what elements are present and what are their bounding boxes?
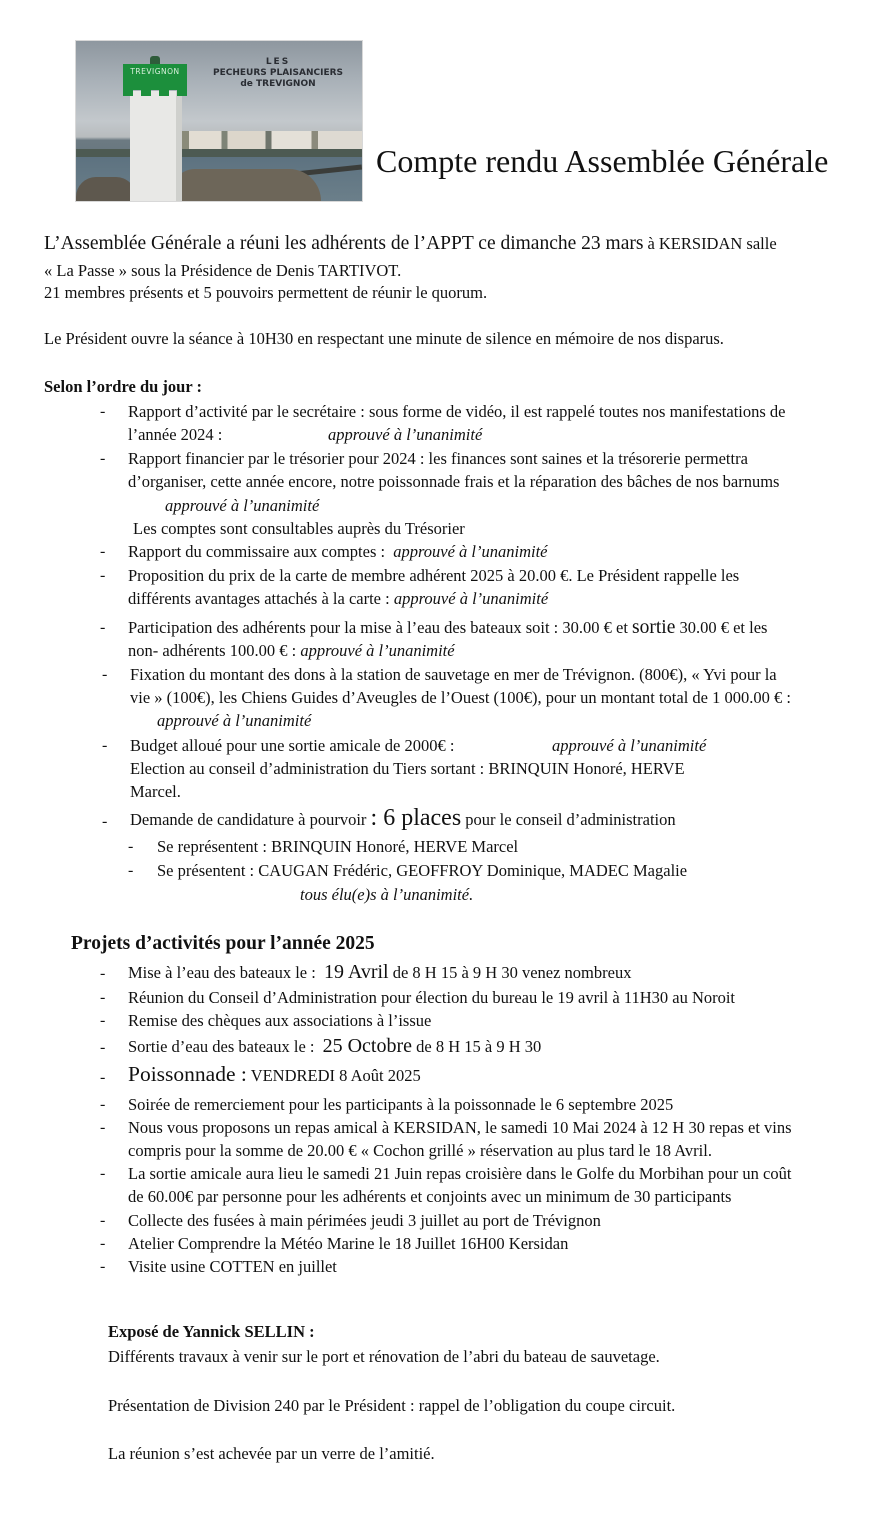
project-item-1-date: 19 Avril <box>323 961 389 983</box>
project-item-5 <box>128 1064 421 1086</box>
agenda-item-1-line-1: Rapport d’activité par le secrétaire : sous forme de vidéo, il est rappelé toutes nos manifestations de <box>128 402 786 421</box>
agenda-item-5-sortie: sortie <box>632 617 676 638</box>
agenda-item-6-line-1: Fixation du montant des dons à la station de sauvetage en mer de Trévignon. (800€), « Yvi pour la <box>130 665 777 684</box>
agenda-item-8-text-a: Demande de candidature à pourvoir <box>130 810 367 829</box>
bullet-dash: - <box>100 567 106 584</box>
project-item-11: Visite usine COTTEN en juillet <box>128 1257 337 1276</box>
bullet-dash: - <box>100 403 106 420</box>
sub-bullet-dash: - <box>128 862 134 879</box>
agenda-item-8-text-c: pour le conseil d’administration <box>465 810 676 829</box>
project-item-4-text-a: Sortie d’eau des bateaux le : <box>128 1037 315 1056</box>
expose-text: Différents travaux à venir sur le port et rénovation de l’abri du bateau de sauvetage. <box>108 1347 660 1366</box>
approval-status: approuvé à l’unanimité <box>300 641 455 660</box>
logo-line-3: de TREVIGNON <box>240 79 316 89</box>
bullet-dash: - <box>102 813 108 830</box>
approval-status: approuvé à l’unanimité <box>157 711 312 730</box>
approval-status: approuvé à l’unanimité <box>393 542 548 561</box>
lighthouse-crown <box>123 64 187 90</box>
project-item-1-text-c: de 8 H 15 à 9 H 30 venez nombreux <box>392 963 632 982</box>
agenda-item-2-line-1: Rapport financier par le trésorier pour 2024 : les finances sont saines et la trésorerie permettra <box>128 449 748 468</box>
bullet-dash: - <box>100 1212 106 1229</box>
sub-bullet-dash: - <box>128 838 134 855</box>
project-item-3: Remise des chèques aux associations à l’issue <box>128 1011 432 1030</box>
intro-line-3: 21 membres présents et 5 pouvoirs permettent de réunir le quorum. <box>44 283 488 302</box>
agenda-item-4-text: différents avantages attachés à la carte : <box>128 589 390 608</box>
expose-heading: Exposé de Yannick SELLIN : <box>108 1322 315 1341</box>
bullet-dash: - <box>100 1096 106 1113</box>
division-240-text: Présentation de Division 240 par le Président : rappel de l’obligation du coupe circuit. <box>108 1396 676 1415</box>
election-result: tous élu(e)s à l’unanimité. <box>300 885 474 904</box>
agenda-item-4-line-2 <box>128 589 548 609</box>
project-item-9: Collecte des fusées à main périmées jeudi 3 juillet au port de Trévignon <box>128 1211 601 1230</box>
agenda-item-8-sub-2: Se présentent : CAUGAN Frédéric, GEOFFROY Dominique, MADEC Magalie <box>157 861 688 880</box>
bullet-dash: - <box>100 1258 106 1275</box>
project-item-10: Atelier Comprendre la Météo Marine le 18 Juillet 16H00 Kersidan <box>128 1234 569 1253</box>
bullet-dash: - <box>100 450 106 467</box>
project-item-4-date: 25 Octobre <box>322 1035 413 1057</box>
lighthouse-merlon <box>123 88 133 96</box>
bullet-dash: - <box>100 1039 106 1056</box>
bullet-dash: - <box>100 619 106 636</box>
project-item-6: Soirée de remerciement pour les participants à la poissonnade le 6 septembre 2025 <box>128 1095 674 1114</box>
agenda-item-3 <box>128 542 547 562</box>
project-item-7-line-1: Nous vous proposons un repas amical à KERSIDAN, le samedi 10 Mai 2024 à 12 H 30 repas et vins <box>128 1118 792 1137</box>
bullet-dash: - <box>102 737 108 754</box>
lighthouse-merlon <box>141 88 151 96</box>
agenda-item-5-line-1 <box>128 618 767 638</box>
agenda-item-5-line-2 <box>128 641 455 661</box>
approval-status: approuvé à l’unanimité <box>552 736 707 755</box>
approval-status: approuvé à l’unanimité <box>328 425 483 444</box>
agenda-heading: Selon l’ordre du jour : <box>44 377 202 396</box>
lighthouse-label: TREVIGNON <box>130 67 180 76</box>
logo-rocks <box>171 169 321 201</box>
intro-line-1-main: L’Assemblée Générale a réuni les adhérents de l’APPT ce dimanche 23 mars <box>44 233 644 254</box>
project-item-1 <box>128 962 631 983</box>
agenda-item-5-text-a: Participation des adhérents pour la mise à l’eau des bateaux soit : 30.00 € et <box>128 618 628 637</box>
document-title: Compte rendu Assemblée Générale <box>376 143 829 179</box>
bullet-dash: - <box>100 1165 106 1182</box>
association-logo <box>75 40 363 202</box>
project-item-5-date: VENDREDI 8 Août 2025 <box>250 1066 421 1085</box>
bullet-dash: - <box>100 1119 106 1136</box>
bullet-dash: - <box>102 666 108 683</box>
agenda-item-7-line-3: Marcel. <box>130 782 181 801</box>
bullet-dash: - <box>100 965 106 982</box>
agenda-item-8-places: : 6 places <box>370 805 462 831</box>
agenda-item-4-line-1: Proposition du prix de la carte de membre adhérent 2025 à 20.00 €. Le Président rappelle les <box>128 566 740 585</box>
agenda-item-5-text: non- adhérents 100.00 € : <box>128 641 297 660</box>
agenda-item-8-sub-1: Se représentent : BRINQUIN Honoré, HERVE Marcel <box>157 837 519 856</box>
agenda-item-2-note: Les comptes sont consultables auprès du Trésorier <box>133 519 465 538</box>
project-item-4 <box>128 1036 541 1057</box>
projects-heading: Projets d’activités pour l’année 2025 <box>71 933 375 954</box>
bullet-dash: - <box>100 1012 106 1029</box>
agenda-item-6-line-2: vie » (100€), les Chiens Guides d’Aveugles de l’Ouest (100€), pour un montant total de 1 000.00 € : <box>130 688 791 707</box>
lighthouse-merlon <box>159 88 169 96</box>
agenda-item-7-line-2: Election au conseil d’administration du Tiers sortant : BRINQUIN Honoré, HERVE <box>130 759 685 778</box>
approval-status: approuvé à l’unanimité <box>165 496 320 515</box>
logo-title <box>194 57 362 90</box>
intro-line-2: « La Passe » sous la Présidence de Denis TARTIVOT. <box>44 261 402 280</box>
project-item-8-line-1: La sortie amicale aura lieu le samedi 21 Juin repas croisière dans le Golfe du Morbihan pour un coût <box>128 1164 792 1183</box>
lighthouse-merlon <box>177 88 187 96</box>
bullet-dash: - <box>100 1069 106 1086</box>
intro-opening: Le Président ouvre la séance à 10H30 en respectant une minute de silence en mémoire de nos disparus. <box>44 329 724 348</box>
agenda-item-2-line-2: d’organiser, cette année encore, notre poissonnade frais et la réparation des bâches de nos barnums <box>128 472 780 491</box>
agenda-item-3-text: Rapport du commissaire aux comptes : <box>128 542 386 561</box>
project-item-4-text-c: de 8 H 15 à 9 H 30 <box>416 1037 542 1056</box>
project-item-7-line-2: compris pour la somme de 20.00 € « Cochon grillé » réservation au plus tard le 18 Avril. <box>128 1141 712 1160</box>
bullet-dash: - <box>100 1235 106 1252</box>
project-item-2: Réunion du Conseil d’Administration pour élection du bureau le 19 avril à 11H30 au Noroit <box>128 988 736 1007</box>
intro-line-1 <box>44 233 777 255</box>
approval-status: approuvé à l’unanimité <box>393 589 549 608</box>
logo-rock <box>76 177 136 201</box>
agenda-item-7-line-1: Budget alloué pour une sortie amicale de 2000€ : <box>130 736 455 755</box>
logo-line-2: PECHEURS PLAISANCIERS <box>212 68 344 78</box>
logo-line-1: LES <box>265 57 291 67</box>
project-item-5-label: Poissonnade : <box>128 1062 247 1086</box>
project-item-8-line-2: de 60.00€ par personne pour les adhérents et conjoints avec un minimum de 30 participants <box>128 1187 732 1206</box>
bullet-dash: - <box>100 543 106 560</box>
closing-text: La réunion s’est achevée par un verre de l’amitié. <box>108 1444 435 1463</box>
project-item-1-text-a: Mise à l’eau des bateaux le : <box>128 963 316 982</box>
intro-line-1-tail: à KERSIDAN salle <box>647 234 777 253</box>
agenda-item-5-text-c: 30.00 € et les <box>679 618 768 637</box>
agenda-item-8-line-1 <box>130 805 676 831</box>
bullet-dash: - <box>100 989 106 1006</box>
lighthouse-tower <box>130 91 182 201</box>
agenda-item-1-line-2: l’année 2024 : <box>128 425 223 444</box>
